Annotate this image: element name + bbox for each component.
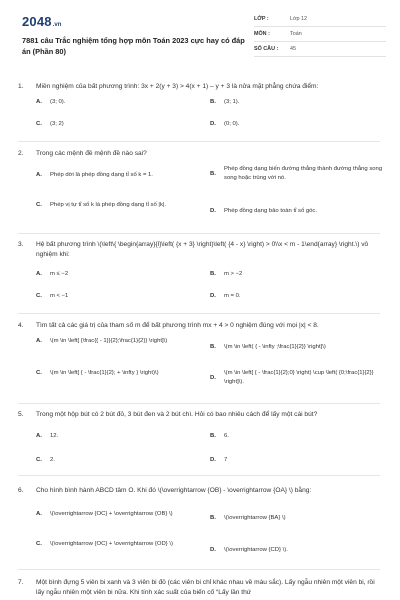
- option-text: (3; 2): [50, 121, 64, 127]
- question-number: 1.: [18, 83, 24, 90]
- option-text: Phép đồng dạng biến đường thẳng thành đường thẳng song song hoặc trùng với nó.: [224, 166, 383, 181]
- question-text: Cho hình bình hành ABCD tâm O. Khi đó \(\overrightarrow {OB} - \overrightarrow {OA} \) bằng:: [36, 487, 312, 494]
- option-letter: A.: [36, 271, 42, 277]
- meta-value: 45: [290, 46, 296, 52]
- option-letter: B.: [210, 433, 216, 439]
- option-d[interactable]: [210, 120, 380, 129]
- option-text: 12.: [50, 433, 59, 439]
- option-text: \(\overrightarrow {BA} \): [224, 515, 286, 521]
- question-number: 3.: [18, 241, 24, 248]
- meta-row-count: [254, 42, 386, 57]
- option-d[interactable]: [210, 369, 384, 387]
- option-text: \(m \in \left( { - \infty ;\frac{1}{2}} \right]\): [224, 344, 326, 350]
- question-3: [18, 240, 384, 299]
- option-letter: A.: [36, 511, 42, 517]
- option-a[interactable]: [36, 171, 206, 180]
- question-text: Tìm tất cả các giá trị của tham số m để bất phương trình mx + 4 > 0 nghiệm đúng với mọi |x| < 8.: [36, 322, 319, 329]
- option-c[interactable]: [36, 369, 204, 378]
- question-divider: [18, 313, 380, 314]
- option-text: (0; 0).: [224, 121, 240, 127]
- question-2: [18, 149, 384, 214]
- question-options: [36, 500, 384, 568]
- question-options: [36, 432, 384, 472]
- option-text: m < −1: [50, 293, 69, 299]
- option-text: 6.: [224, 433, 229, 439]
- option-letter: A.: [36, 433, 42, 439]
- option-text: \(\overrightarrow {CD} \).: [224, 547, 288, 553]
- option-c[interactable]: [36, 120, 206, 129]
- option-c[interactable]: [36, 540, 196, 549]
- question-5: [18, 410, 384, 463]
- option-letter: D.: [210, 208, 216, 214]
- option-text: 2.: [50, 457, 55, 463]
- option-letter: C.: [36, 121, 42, 127]
- question-text: Trong các mệnh đề mệnh đề nào sai?: [36, 150, 147, 157]
- question-divider: [18, 403, 380, 404]
- option-b[interactable]: [210, 343, 384, 352]
- option-text: \(\overrightarrow {OC} + \overrightarrow {OB} \): [50, 511, 173, 517]
- question-number: 4.: [18, 322, 24, 329]
- option-b[interactable]: [210, 165, 384, 183]
- option-letter: B.: [210, 515, 216, 521]
- option-letter: D.: [210, 374, 216, 381]
- option-a[interactable]: [36, 98, 206, 107]
- option-letter: B.: [210, 271, 216, 277]
- option-d[interactable]: [210, 456, 380, 465]
- option-b[interactable]: [210, 514, 380, 523]
- option-text: Phép dời là phép đồng dạng tỉ số k = 1.: [50, 172, 153, 178]
- option-text: m = 0.: [224, 293, 241, 299]
- question-options: [36, 98, 384, 138]
- meta-key: LỚP :: [254, 16, 269, 22]
- option-letter: C.: [36, 541, 42, 547]
- option-d[interactable]: [210, 546, 380, 555]
- option-text: \(m \in \left[ { - \frac{1}{2}; + \infty } \right)\): [50, 370, 159, 376]
- option-d[interactable]: [210, 292, 380, 301]
- option-b[interactable]: [210, 270, 380, 279]
- option-d[interactable]: [210, 207, 384, 216]
- option-letter: B.: [210, 170, 216, 177]
- option-letter: C.: [36, 293, 42, 299]
- option-c[interactable]: [36, 201, 206, 210]
- question-text: Hệ bất phương trình \(\left\{ \begin{array}{l}\left( {x + 3} \right)\left( {4 - x} \right) > 0\\x < m - 1\end{array} \right.\) vô nghiệm khi:: [36, 241, 369, 258]
- option-letter: C.: [36, 370, 42, 376]
- option-letter: D.: [210, 547, 216, 553]
- question-4: [18, 321, 384, 385]
- question-1: [18, 82, 384, 127]
- option-letter: A.: [36, 99, 42, 105]
- question-divider: [18, 475, 380, 476]
- logo-domain-text: .vn: [52, 22, 62, 28]
- document-header: [14, 12, 386, 70]
- logo-main-text: 2048: [22, 14, 52, 29]
- question-divider: [18, 569, 380, 570]
- option-text: \(m \in \left[ {\frac{{ - 1}}{2};\frac{1}{2}} \right]\): [50, 338, 168, 344]
- option-letter: C.: [36, 202, 42, 208]
- question-options: [36, 270, 384, 310]
- option-b[interactable]: [210, 432, 380, 441]
- meta-key: SỐ CÂU :: [254, 46, 279, 52]
- option-letter: A.: [36, 172, 42, 178]
- question-options: [36, 165, 384, 229]
- option-c[interactable]: [36, 292, 206, 301]
- option-a[interactable]: [36, 432, 206, 441]
- option-c[interactable]: [36, 456, 206, 465]
- meta-value: Lớp 12: [290, 16, 308, 22]
- option-a[interactable]: [36, 337, 204, 346]
- option-a[interactable]: [36, 510, 196, 519]
- question-number: 6.: [18, 487, 24, 494]
- meta-row-subject: [254, 27, 386, 42]
- option-text: \(\overrightarrow {OC} + \overrightarrow {OD} \): [50, 541, 173, 547]
- option-text: m > −2: [224, 271, 243, 277]
- option-text: (3; 1).: [224, 99, 240, 105]
- option-text: Phép vị tự tỉ số k là phép đồng dạng tỉ số |k|.: [50, 202, 167, 208]
- document-meta: [254, 12, 386, 57]
- document-title: 7881 câu Trắc nghiệm tổng hợp môn Toán 2023 cực hay có đáp án (Phần 80): [22, 36, 245, 56]
- question-options: [36, 337, 384, 403]
- question-7: [18, 578, 384, 597]
- option-text: m ≤ −2: [50, 271, 69, 277]
- question-number: 7.: [18, 579, 24, 586]
- option-text: (3; 0).: [50, 99, 66, 105]
- option-text: Phép đồng dạng bảo toàn tỉ số góc.: [224, 208, 318, 214]
- meta-row-class: [254, 12, 386, 27]
- meta-key: MÔN :: [254, 31, 270, 37]
- option-letter: A.: [36, 338, 42, 344]
- option-letter: D.: [210, 293, 216, 299]
- option-letter: D.: [210, 121, 216, 127]
- question-divider: [18, 141, 380, 142]
- option-letter: B.: [210, 344, 216, 350]
- question-6: [18, 486, 384, 553]
- option-b[interactable]: [210, 98, 380, 107]
- option-text: \(m \in \left[ { - \frac{1}{2};0} \right) \cup \left( {0;\frac{1}{2}} \right]\).: [224, 370, 374, 385]
- option-a[interactable]: [36, 270, 206, 279]
- option-letter: D.: [210, 457, 216, 463]
- question-number: 2.: [18, 150, 24, 157]
- meta-value: Toán: [290, 31, 302, 37]
- question-text: Một bình đựng 5 viên bi xanh và 3 viên bi đỏ (các viên bi chỉ khác nhau về màu sắc). Lấy ngẫu nhiên một viên bi, rồi lấy ngẫu nhiên một viên bi nữa. Khi tính xác suất của biến cố “Lấy lần thứ: [36, 579, 375, 596]
- question-text: Trong một hộp bút có 2 bút đỏ, 3 bút đen và 2 bút chì. Hỏi có bao nhiêu cách để lấy một cái bút?: [36, 411, 318, 418]
- option-letter: C.: [36, 457, 42, 463]
- site-logo[interactable]: [22, 14, 61, 30]
- question-text: Miền nghiệm của bất phương trình: 3x + 2(y + 3) > 4(x + 1) – y + 3 là nửa mặt phẳng chứa điểm:: [36, 83, 319, 90]
- question-divider: [18, 233, 380, 234]
- option-letter: B.: [210, 99, 216, 105]
- option-text: 7: [224, 457, 228, 463]
- question-number: 5.: [18, 411, 24, 418]
